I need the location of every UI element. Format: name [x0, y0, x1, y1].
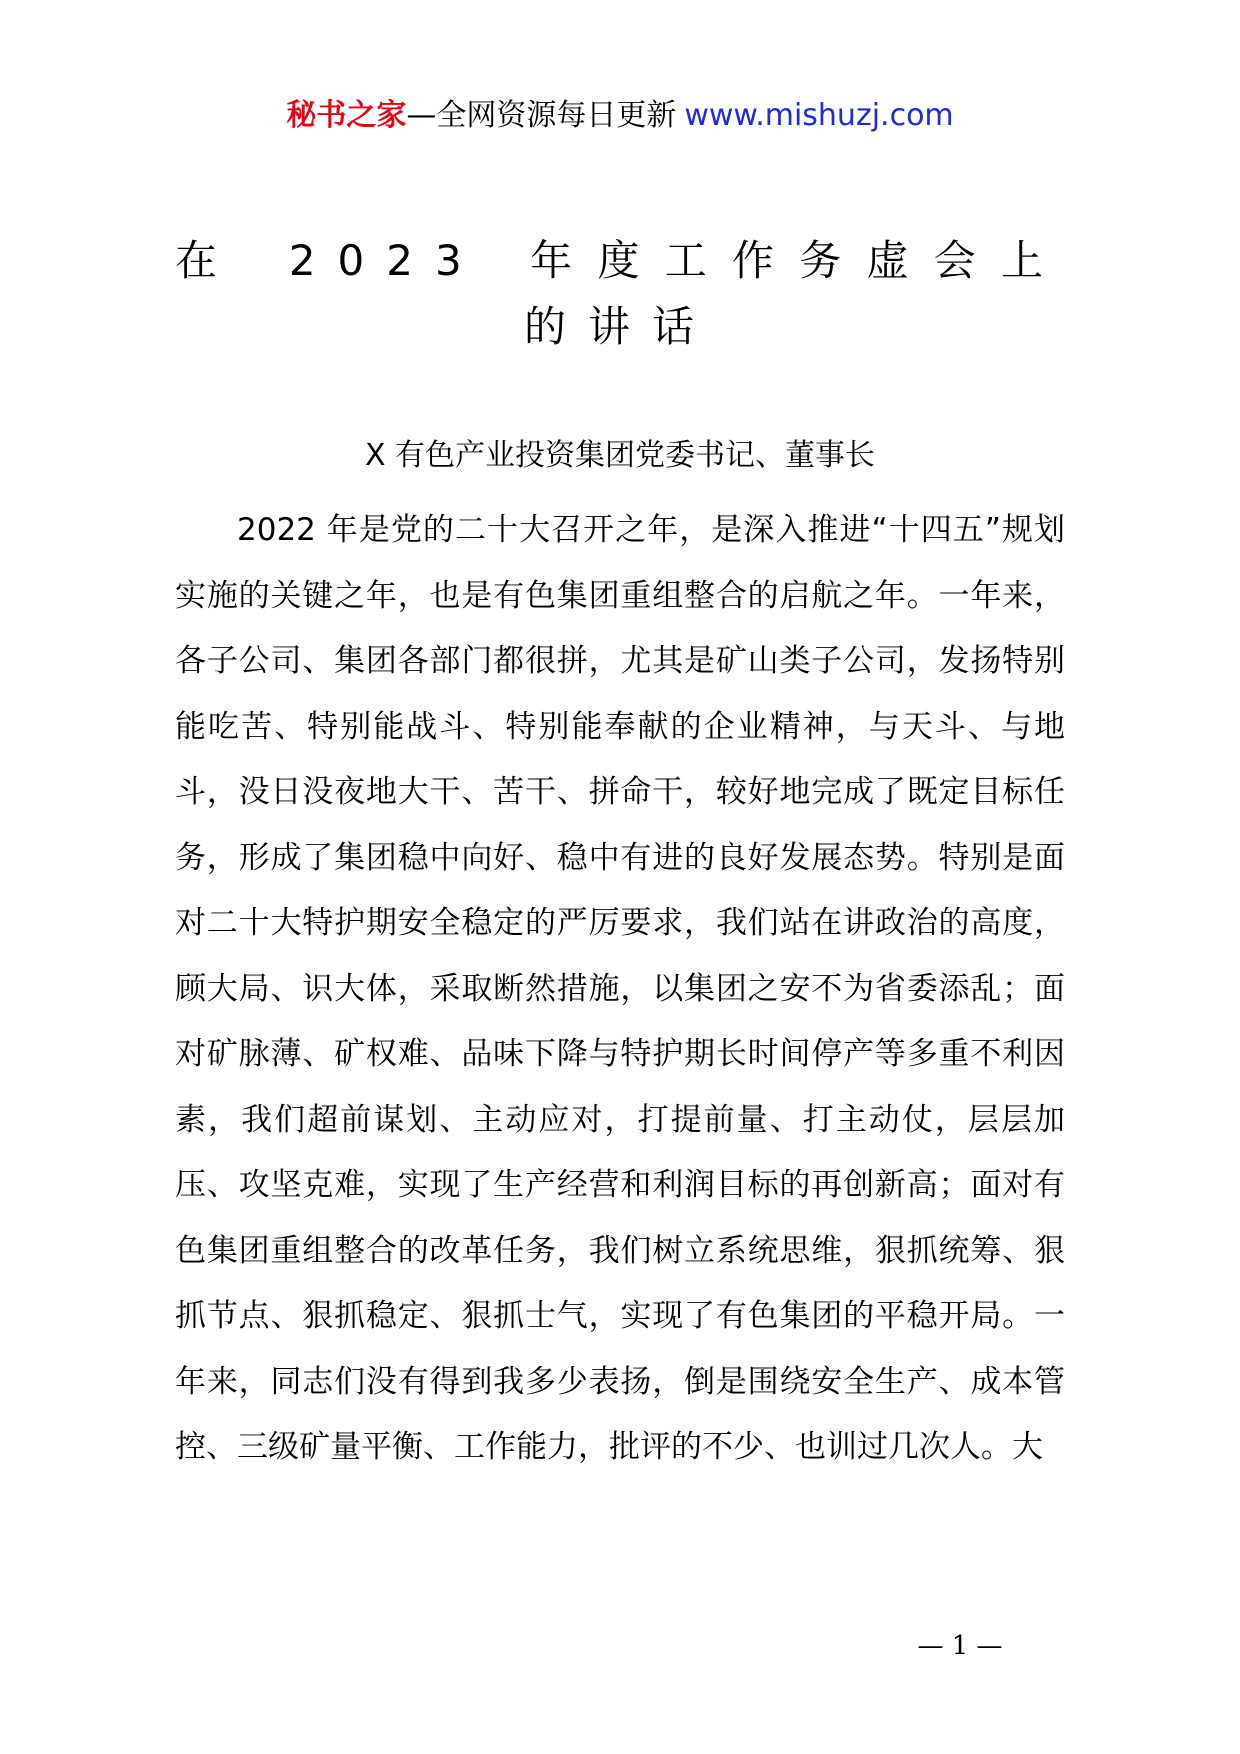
body-paragraph: 2022 年是党的二十大召开之年，是深入推进“十四五”规划实施的关键之年，也是有色集团重组整合的启航之年。一年来，各子公司、集团各部门都很拼，尤其是矿山类子公司，发扬特别能吃苦、特别能战斗、特别能奉献的企业精神，与天斗、与地斗，没日没夜地大干、苦干、拼命干，较好地完成了既定目标任务，形成了集团稳中向好、稳中有进的良好发展态势。特别是面对二十大特护期安全稳定的严厉要求，我们站在讲政治的高度，顾大局、识大体，采取断然措施，以集团之安不为省委添乱；面对矿脉薄、矿权难、品味下降与特护期长时间停产等多重不利因素，我们超前谋划、主动应对，打提前量、打主动仗，层层加压、攻坚克难，实现了生产经营和利润目标的再创新高；面对有色集团重组整合的改革任务，我们树立系统思维，狠抓统筹、狠抓节点、狠抓稳定、狠抓士气，实现了有色集团的平稳开局。一年来，同志们没有得到我多少表扬，倒是围绕安全生产、成本管控、三级矿量平衡、工作能力，批评的不少、也训过几次人。大: [175, 512, 1065, 1465]
brand-slogan: —全网资源每日更新: [406, 98, 677, 133]
brand-name: 秘书之家: [286, 98, 407, 133]
document-title: 在 2023 年度工作务虚会上的讲话: [175, 236, 1065, 351]
page-number: — 1 —: [917, 1631, 1003, 1661]
site-watermark-header: [0, 96, 1240, 136]
site-url: www.mishuzj.com: [684, 98, 954, 133]
author-line: X 有色产业投资集团党委书记、董事长: [364, 438, 876, 473]
